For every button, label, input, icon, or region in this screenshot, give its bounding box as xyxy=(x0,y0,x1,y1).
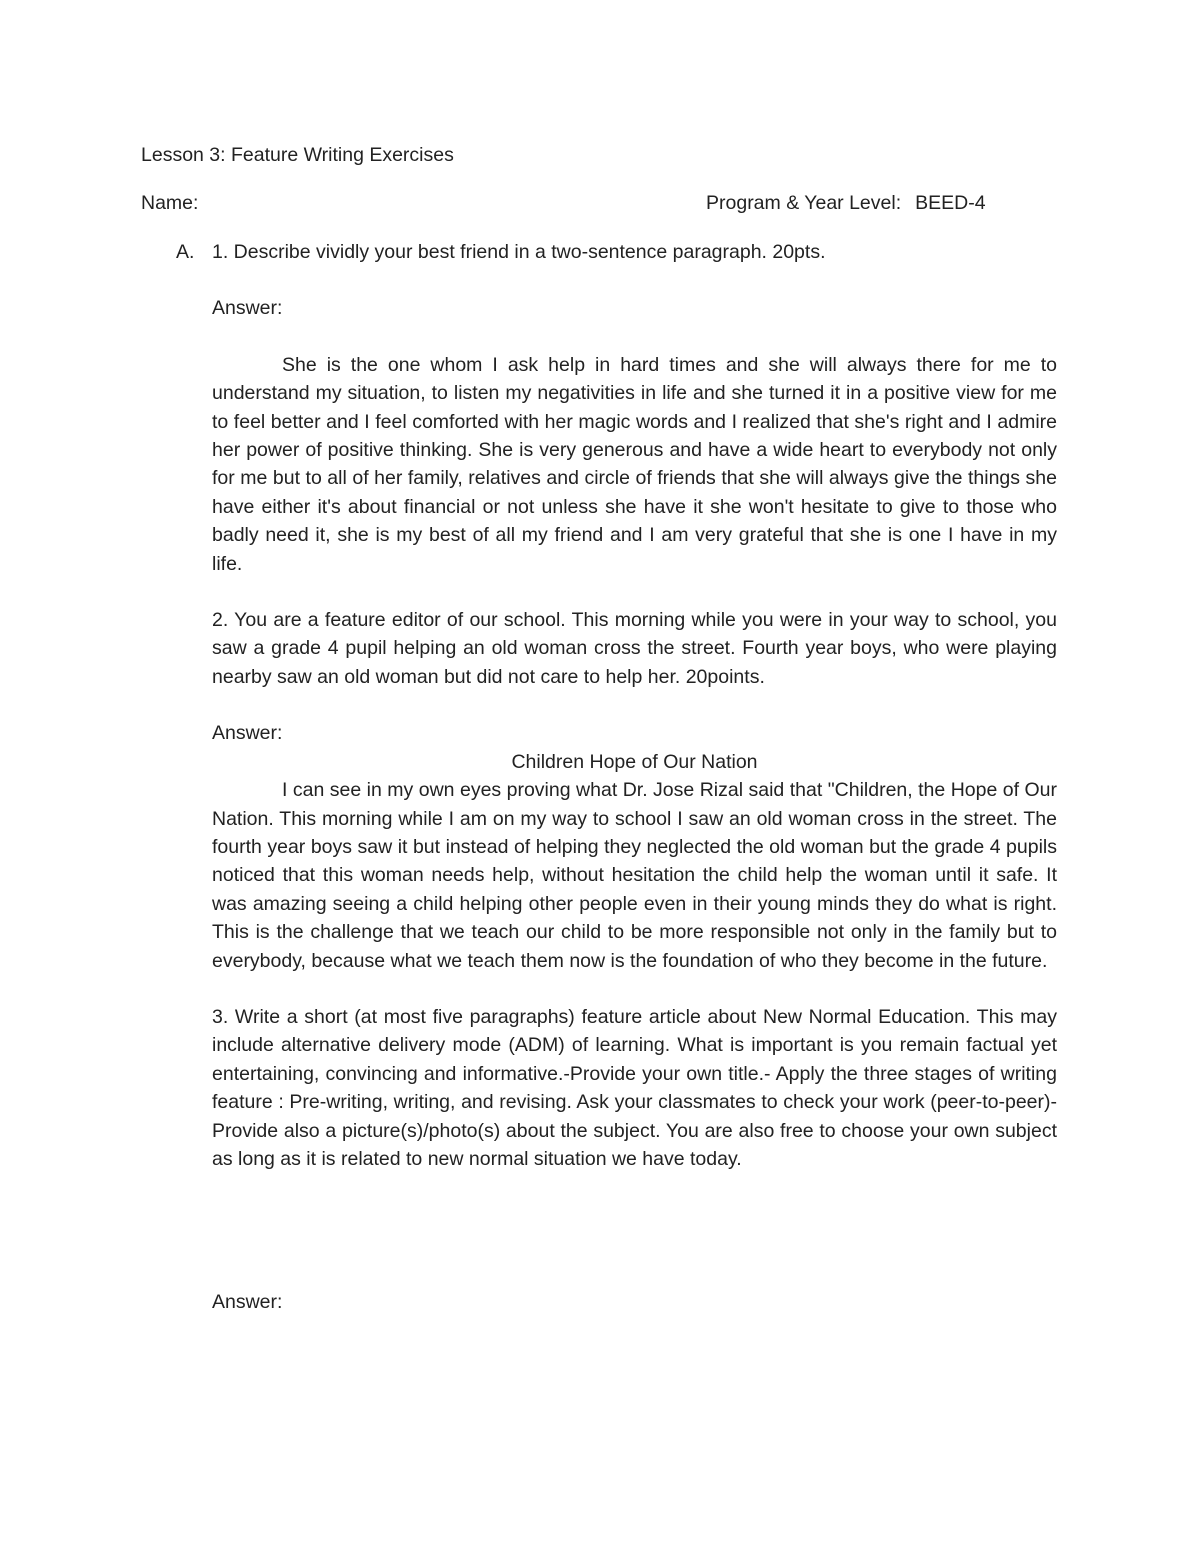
question-2-answer-label: Answer: xyxy=(212,722,283,745)
name-label: Name: xyxy=(141,192,199,214)
article-title: Children Hope of Our Nation xyxy=(511,750,758,773)
question-1-answer-label: Answer: xyxy=(212,297,283,320)
question-2-answer-text: I can see in my own eyes proving what Dr. Jose Rizal said that "Children, the Hope of Our Nation. This morning while I am on my way to school I saw an old woman cross in the street. The fourth year boys saw it but instead of helping they neglected the old woman but the grade 4 pupils noticed that this woman needs help, without hesitation the child help the woman until it safe. It was amazing seeing a child helping other people even in their young minds they do what is right. This is the challenge that we teach our child to be more responsible not only in the family but to everybody, because what we teach them now is the foundation of who they become in the future. xyxy=(212,779,1057,972)
lesson-title: Lesson 3: Feature Writing Exercises xyxy=(141,144,454,166)
question-2-prompt: 2. You are a feature editor of our school. This morning while you were in your way to school, you saw a grade 4 pupil helping an old woman cross the street. Fourth year boys, who were playing nearby saw an old woman but did not care to help her. 20points. xyxy=(212,609,1057,688)
section-letter: A. xyxy=(176,241,195,263)
question-1-prompt: 1. Describe vividly your best friend in a two-sentence paragraph. 20pts. xyxy=(212,241,826,263)
question-3-answer-label: Answer: xyxy=(212,1291,283,1314)
program-year-level xyxy=(706,189,986,217)
question-3-prompt: 3. Write a short (at most five paragraphs) feature article about New Normal Education. This may include alternative delivery mode (ADM) of learning. What is important is you remain factual yet entertaining, convincing and informative.-Provide your own title.- Apply the three stages of writing feature : Pre-writing, writing, and revising. Ask your classmates to check your work (peer-to-peer)-Provide also a picture(s)/photo(s) about the subject. You are also free to choose your own subject as long as it is related to new normal situation we have today. xyxy=(212,1005,1057,1170)
name-row xyxy=(141,189,1041,217)
program-value: BEED-4 xyxy=(915,192,986,214)
program-label: Program & Year Level: xyxy=(706,192,902,214)
section-content xyxy=(212,238,1057,1317)
question-1-answer-text: She is the one whom I ask help in hard times and she will always there for me to understand my situation, to listen my negativities in life and she turned it in a positive view for me to feel better and I feel comforted with her magic words and I realized that she's right and I admire her power of positive thinking. She is very generous and have a wide heart to everybody not only for me but to all of her family, relatives and circle of friends that she will always give the things she have either it's about financial or not unless she have it she won't hesitate to give to those who badly need it, she is my best of all my friend and I am very grateful that she is one I have in my life. xyxy=(212,353,1057,575)
